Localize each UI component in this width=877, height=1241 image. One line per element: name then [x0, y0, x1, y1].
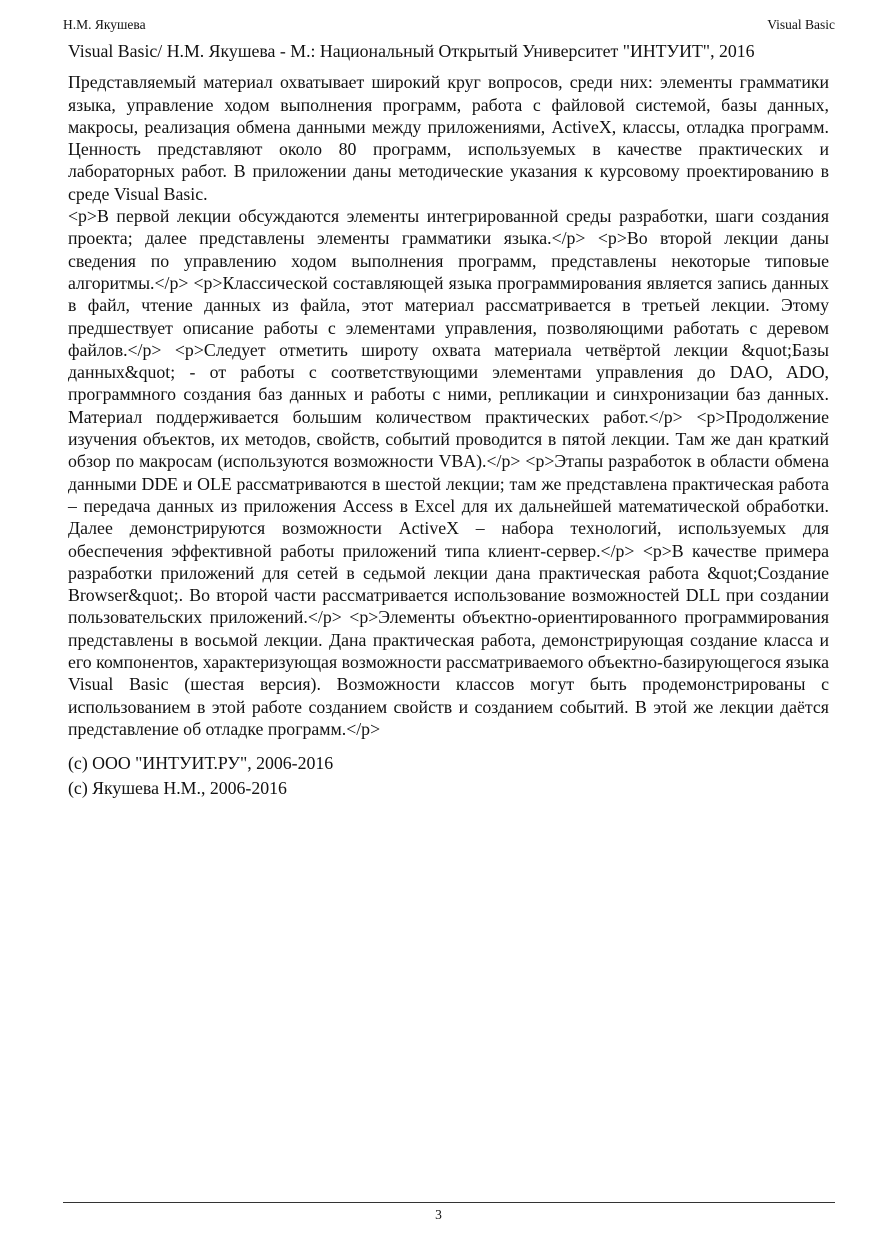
footer-divider: [63, 1202, 835, 1203]
running-head: [63, 15, 835, 35]
lecture-summary-paragraph: <p>В первой лекции обсуждаются элементы интегрированной среды разработки, шаги создания проекта; далее представлены элементы грамматики языка.</p> <p>Во второй лекции даны сведения по управлению ходом выполнения программ, представлены некоторые типовые алгоритмы.</p> <p>Классической составляющей языка программирования является запись данных в файл, чтение данных из файла, этот материал рассматривается в третьей лекции. Этому предшествует описание работы с элементами управления, позволяющими работать с деревом файлов.</p> <p>Следует отметить широту охвата материала четвёртой лекции &quot;Базы данных&quot; - от работы с соответствующими элементами управления до DAO, ADO, программного создания баз данных и работы с ними, репликации и синхронизации баз данных. Материал поддерживается большим количеством практических работ.</p> <p>Продолжение изучения объектов, их методов, свойств, событий проводится в пятой лекции. Там же дан краткий обзор по макросам (используются возможности VBA).</p> <p>Этапы разработок в области обмена данными DDE и OLE рассматриваются в шестой лекции; там же представлена практическая работа – передача данных из приложения Access в Excel для их дальнейшей математической обработки. Далее демонстрируются возможности ActiveX – набора технологий, используемых для обеспечения эффективной работы приложений типа клиент-сервер.</p> <p>В качестве примера разработки приложений для сетей в седьмой лекции дана практическая работа &quot;Создание Browser&quot;. Во второй части рассматривается использование возможностей DLL при создании пользовательских приложений.</p> <p>Элементы объектно-ориентированного программирования представлены в восьмой лекции. Дана практическая работа, демонстрирующая создание класса и его компонентов, характеризующая возможности рассматриваемого объектно-базирующегося языка Visual Basic (шестая версия). Возможности классов могут быть продемонстрированы с использованием в этой работе созданием свойств и созданием событий. В этой же лекции даётся представление об отладке программ.</p>: [68, 206, 829, 739]
copyright-block: [68, 751, 829, 801]
copyright-line-author: (c) Якушева Н.М., 2006-2016: [68, 778, 287, 799]
abstract-paragraph: Представляемый материал охватывает широкий круг вопросов, среди них: элементы грамматики языка, управление ходом выполнения программ, работа с файловой системой, базы данных, макросы, реализация обмена данными между приложениями, ActiveX, классы, отладка программ. Ценность представляют около 80 программ, используемых в качестве практических и лабораторных работ. В приложении даны методические указания к курсовому проектированию в среде Visual Basic.: [68, 72, 829, 204]
running-head-author: Н.М. Якушева: [63, 17, 146, 32]
bibliographic-citation: Visual Basic/ Н.М. Якушева - М.: Национальный Открытый Университет "ИНТУИТ", 2016: [68, 41, 755, 61]
page-content: [68, 40, 829, 801]
page-number: 3: [435, 1207, 442, 1222]
copyright-line-publisher: (c) ООО "ИНТУИТ.РУ", 2006-2016: [68, 753, 334, 774]
running-head-title: Visual Basic: [767, 17, 835, 32]
